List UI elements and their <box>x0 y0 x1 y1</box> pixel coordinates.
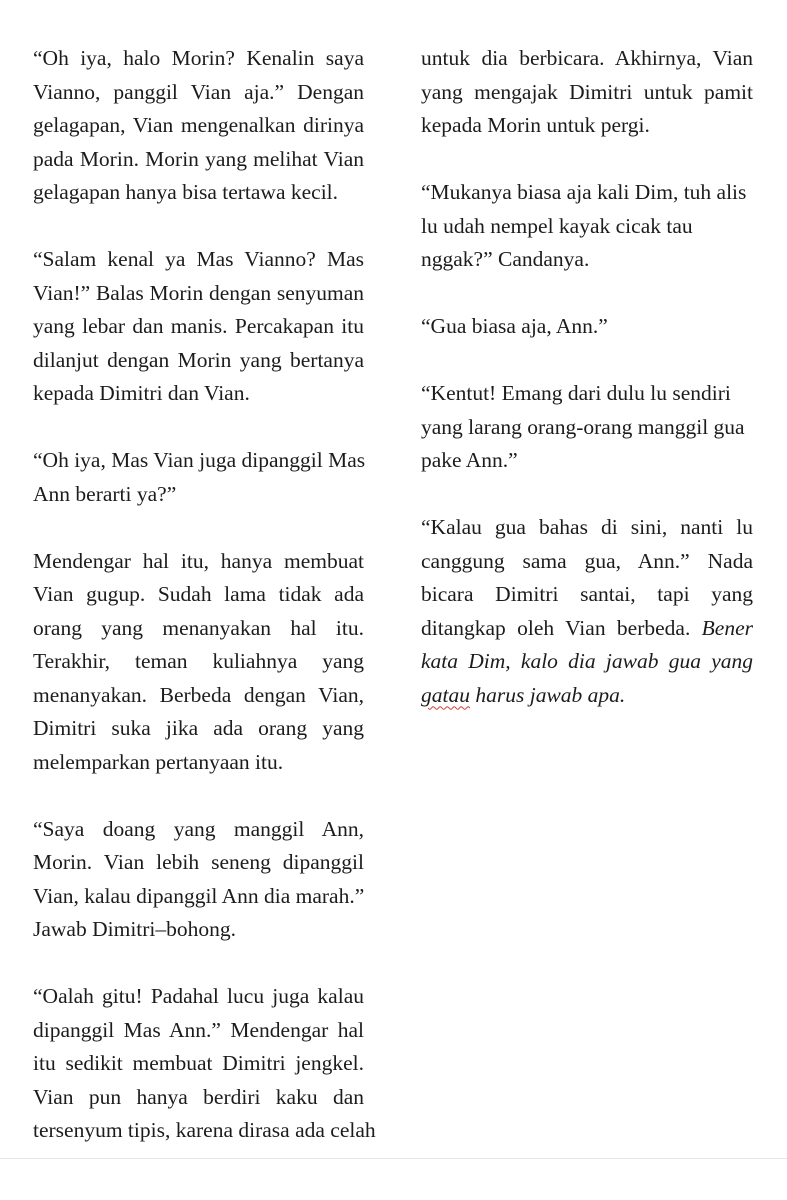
text-segment: ditangkap oleh Vian berbeda. <box>421 615 691 640</box>
text-line: “Salam kenal ya Mas Vianno? Mas <box>33 247 364 271</box>
text-line: tersenyum tipis, karena dirasa ada celah <box>33 1118 376 1142</box>
text-line: Vian gugup. Sudah lama tidak ada <box>33 582 364 606</box>
italic-text-line <box>421 679 753 713</box>
text-line: nggak?” Candanya. <box>421 247 590 271</box>
text-line: Vian pun hanya berdiri kaku dan <box>33 1084 364 1109</box>
text-line: Ann berarti ya?” <box>33 481 177 506</box>
paragraph <box>421 176 753 277</box>
text-line: Vianno, panggil Vian aja.” Dengan <box>33 79 364 104</box>
text-line: yang lebar dan manis. Percakapan itu <box>33 314 364 338</box>
text-line: dilanjut dengan Morin yang bertanya <box>33 347 364 372</box>
text-line: gelagapan hanya bisa tertawa kecil. <box>33 180 339 204</box>
text-line: yang larang orang-orang manggil gua <box>421 414 745 439</box>
text-line: untuk dia berbicara. Akhirnya, Vian <box>421 46 753 70</box>
text-line: canggung sama gua, Ann.” Nada <box>421 548 753 573</box>
text-line: kepada Morin untuk pergi. <box>421 113 650 137</box>
text-line: Dimitri suka jika ada orang yang <box>33 716 364 740</box>
paragraph <box>33 42 364 210</box>
text-line <box>421 612 753 646</box>
paragraph <box>33 243 364 411</box>
text-line: “Kentut! Emang dari dulu lu sendiri <box>421 381 731 405</box>
text-line: bicara Dimitri santai, tapi yang <box>421 582 753 606</box>
text-line: Mendengar hal itu, hanya membuat <box>33 548 364 573</box>
text-line: Vian, kalau dipanggil Ann dia marah.” <box>33 883 365 908</box>
text-line: melemparkan pertanyaan itu. <box>33 749 284 774</box>
text-segment: harus jawab apa. <box>469 682 626 707</box>
paragraph <box>421 42 753 143</box>
paragraph <box>421 310 753 344</box>
footer-divider <box>0 1158 787 1159</box>
left-column <box>33 42 376 1181</box>
text-line: lu udah nempel kayak cicak tau <box>421 213 693 238</box>
text-line: “Gua biasa aja, Ann.” <box>421 314 608 338</box>
text-line: “Kalau gua bahas di sini, nanti lu <box>421 515 753 539</box>
text-line: pake Ann.” <box>421 448 518 472</box>
text-line: itu sedikit membuat Dimitri jengkel. <box>33 1051 364 1075</box>
paragraph <box>33 813 364 947</box>
right-column <box>421 42 753 746</box>
text-line: menanyakan. Berbeda dengan Vian, <box>33 682 364 707</box>
text-line: “Oalah gitu! Padahal lucu juga kalau <box>33 984 364 1008</box>
text-line: dipanggil Mas Ann.” Mendengar hal <box>33 1017 364 1042</box>
paragraph <box>33 980 376 1148</box>
paragraph <box>33 444 364 511</box>
text-line: orang yang menanyakan hal itu. <box>33 615 364 640</box>
text-line: Vian!” Balas Morin dengan senyuman <box>33 280 364 305</box>
paragraph <box>33 545 364 780</box>
text-line: yang mengajak Dimitri untuk pamit <box>421 79 753 104</box>
text-line: Morin. Vian lebih seneng dipanggil <box>33 850 364 874</box>
text-line: “Mukanya biasa aja kali Dim, tuh alis <box>421 180 747 204</box>
text-line: pada Morin. Morin yang melihat Vian <box>33 146 364 171</box>
text-line: “Saya doang yang manggil Ann, <box>33 816 364 841</box>
text-line: “Oh iya, Mas Vian juga dipanggil Mas <box>33 448 366 472</box>
paragraph <box>421 377 753 478</box>
italic-text-line: kata Dim, kalo dia jawab gua yang <box>421 649 753 673</box>
text-line: kepada Dimitri dan Vian. <box>33 381 250 405</box>
text-line: Jawab Dimitri–bohong. <box>33 917 237 941</box>
text-line: “Oh iya, halo Morin? Kenalin saya <box>33 46 364 70</box>
text-line: gelagapan, Vian mengenalkan dirinya <box>33 113 364 137</box>
italic-text: Bener <box>701 615 754 640</box>
spellcheck-underlined-word[interactable]: gatau <box>421 682 470 707</box>
paragraph <box>421 511 753 712</box>
text-line: Terakhir, teman kuliahnya yang <box>33 649 364 673</box>
